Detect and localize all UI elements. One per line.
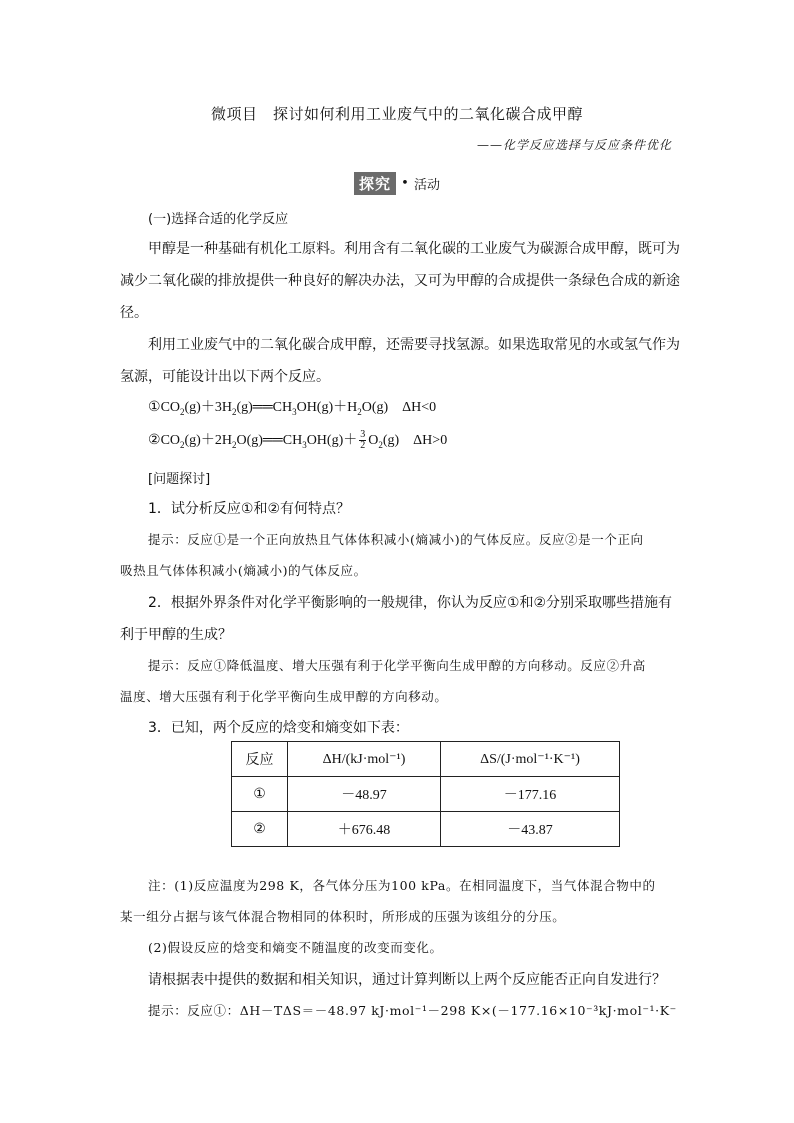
note-line: (2)假设反应的焓变和熵变不随温度的改变而变化。 [148,940,443,955]
thermo-data-table [231,741,620,847]
subscript: 2 [357,406,362,417]
formula-part: CO [160,400,181,415]
table-row [232,777,620,812]
table-cell: ① [232,777,288,812]
reaction-equation-1 [148,396,676,417]
formula-part: O [368,433,379,448]
answer-line: 温度、增大压强有利于化学平衡向生成甲醇的方向移动。 [120,689,448,704]
activity-banner [0,172,794,195]
reaction-number: ① [148,400,161,415]
formula-part: OH(g)＋H [296,400,358,415]
table-row [232,812,620,847]
formula-part: O(g) ΔH<0 [361,400,437,415]
paragraph-line: 甲醇是一种基础有机化工原料。利用含有二氧化碳的工业废气为碳源合成甲醇，既可为 [148,241,680,257]
paragraph-line: 利用工业废气中的二氧化碳合成甲醇，还需要寻找氢源。如果选取常见的水或氢气作为 [148,337,680,353]
subscript: 2 [231,439,237,450]
subscript: 3 [302,439,307,450]
question-3: 3．已知，两个反应的焓变和熵变如下表： [148,720,409,736]
reaction-equation-2 [148,426,676,456]
table-header-cell: ΔS/(J·mol⁻¹·K⁻¹) [441,742,620,777]
note-line: 注：(1)反应温度为298 K，各气体分压为100 kPa。在相同温度下，当气体混合物中的 [148,878,656,893]
subscript: 2 [180,406,185,417]
fraction [359,430,366,451]
answer-line: 提示：反应①降低温度、增大压强有利于化学平衡向生成甲醇的方向移动。反应②升高 [148,658,646,673]
page-subtitle: ——化学反应选择与反应条件优化 [476,138,672,152]
subscript: 2 [378,439,383,450]
question-4: 请根据表中提供的数据和相关知识，通过计算判断以上两个反应能否正向自发进行？ [148,972,666,988]
table-cell: －48.97 [288,777,441,812]
table-header-cell: ΔH/(kJ·mol⁻¹) [288,742,441,777]
table-cell: ＋676.48 [288,812,441,847]
table-cell: －177.16 [441,777,620,812]
reaction-number: ② [148,433,161,448]
subscript: 2 [180,439,185,450]
table-cell: －43.87 [441,812,620,847]
formula-part: O(g)══CH [236,433,303,448]
formula-part: CO [160,433,181,448]
formula-part: OH(g)＋ [306,433,358,448]
explore-badge: 探究 [354,172,396,195]
table-header-cell: 反应 [232,742,288,777]
subscript: 3 [292,406,297,417]
section-heading: (一)选择合适的化学反应 [148,212,289,227]
activity-label: 活动 [413,178,440,193]
subscript: 2 [231,406,237,417]
paragraph-line: 氢源，可能设计出以下两个反应。 [120,369,330,385]
note-line: 某一组分占据与该气体混合物相同的体积时，所形成的压强为该组分的分压。 [120,909,566,924]
fraction-denominator: 2 [360,440,366,452]
table-cell: ② [232,812,288,847]
answer-line: 提示：反应①是一个正向放热且气体体积减小(熵减小)的气体反应。反应②是一个正向 [148,532,644,547]
fraction-numerator: 3 [360,429,366,441]
question-1: 1．试分析反应①和②有何特点？ [148,501,351,517]
formula-part: (g)＋2H [184,433,232,448]
answer-line: 提示：反应①：ΔH－TΔS＝－48.97 kJ·mol⁻¹－298 K×(－177.16×10⁻³kJ·mol⁻¹·K⁻ [148,1003,677,1018]
paragraph-line: 径。 [120,305,148,321]
discussion-label: [问题探讨] [148,472,211,487]
formula-part: (g)══CH [236,400,293,415]
formula-part: (g)＋3H [184,400,232,415]
page-title: 微项目 探讨如何利用工业废气中的二氧化碳合成甲醇 [210,105,583,123]
paragraph-line: 减少二氧化碳的排放提供一种良好的解决办法，又可为甲醇的合成提供一条绿色合成的新途 [120,273,680,289]
question-2-cont: 利于甲醇的生成？ [120,627,232,643]
table-header-row [232,742,620,777]
answer-line: 吸热且气体体积减小(熵减小)的气体反应。 [120,563,367,578]
formula-part: (g) ΔH>0 [382,433,448,448]
question-2: 2．根据外界条件对化学平衡影响的一般规律，你认为反应①和②分别采取哪些措施有 [148,595,673,611]
bullet-separator: • [401,176,409,191]
